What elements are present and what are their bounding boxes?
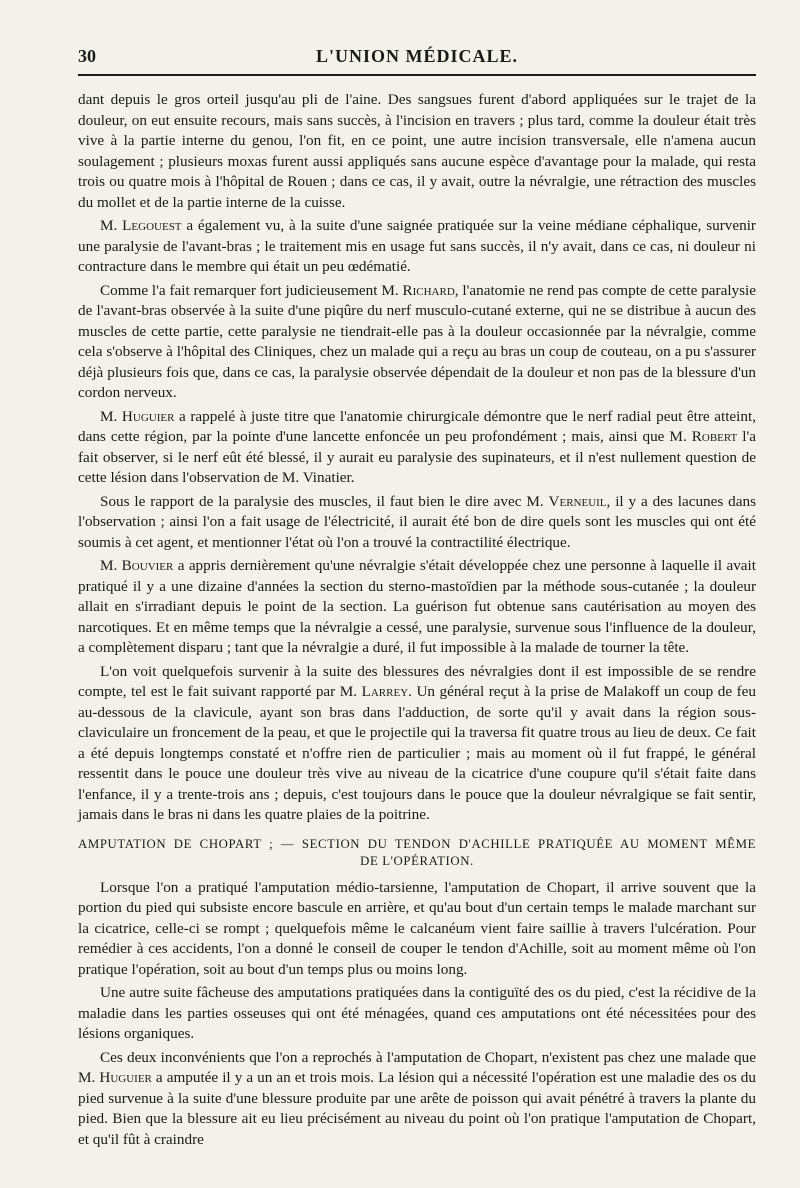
text-run: Une autre suite fâcheuse des amputations pratiquées dans la contiguïté des os du pied, c'est la récidive de la maladie dans les parties osseuses qui ont été ménagées, quand ces amputations ont été nécessitées pour des lésions organiques. [78,984,756,1042]
paragraph [78,492,756,554]
text-run: a rappelé à juste titre que l'anatomie chirurgicale démontre que le nerf radial peut être atteint, dans cette région, par la pointe d'une lancette enfoncée un peu profondément ; mais, ainsi que M. [78,407,756,445]
author-name: Verneuil [548,492,607,510]
author-name: Huguier [121,407,175,425]
paragraph [78,281,756,404]
text-run: Ces deux inconvénients que l'on a reprochés à l'amputation de Chopart, n'existent pas chez une malade que M. [78,1048,756,1086]
text-run: Sous le rapport de la paralysie des muscles, il faut bien le dire avec M. [100,492,549,510]
text-run: Lorsque l'on a pratiqué l'amputation médio-tarsienne, l'amputation de Chopart, il arrive souvent que la portion du pied qui subsiste encore bascule en arrière, et qu'au bout d'un certain temps le malade marchant sur la cicatrice, celle-ci se rompt ; quelquefois même le calcanéum vient faire saillie à travers l'ulcération. Pour remédier à ces accidents, l'on a donné le conseil de couper le tendon d'Achille, soit au moment même où l'on pratique l'opération, soit au bout d'un temps plus ou moins long. [78,878,756,978]
author-name: Larrey [361,683,409,700]
author-name: Legouest [122,217,182,234]
paragraph [78,662,756,826]
text-run: , il y a des lacunes dans l'observation ; ainsi l'on a fait usage de l'électricité, il aurait été bon de dire quels sont les muscles qui ont été soumis à cet agent, et mentionner l'état où l'on a trouvé la contractilité électrique. [78,492,756,551]
section-heading-line-1: AMPUTATION DE CHOPART ; — SECTION DU TENDON D'ACHILLE PRATIQUÉE AU MOMENT MÊME [78,836,756,851]
page-number: 30 [78,46,96,66]
section-heading [78,836,756,870]
paragraph [78,216,756,278]
paragraph [78,556,756,659]
text-run: Comme l'a fait remarquer fort judicieusement M. [100,281,403,299]
author-name: Bouvier [121,557,174,574]
section-body [78,878,756,1151]
section-heading-line-2: DE L'OPÉRATION. [360,853,474,868]
text-run: l'a fait observer, si le nerf eût été blessé, il y aurait eu paralysie des supinateurs, et il n'est nullement question de cette lésion dans l'observation de M. Vinatier. [78,428,756,486]
text-run: M. [100,217,123,234]
paragraph [78,407,756,489]
text-run: a amputée il y a un an et trois mois. La lésion qui a nécessité l'opération est une maladie des os du pied survenue à la suite d'une blessure produite par une arête de poisson qui avait pénétré à travers la plante du pied. Bien que la blessure ait eu lieu précisément au niveau du point où l'on pratique l'amputation de Chopart, et qu'il fût à craindre [78,1069,756,1148]
text-run: . Un général reçut à la prise de Malakoff un coup de feu au-dessous de la clavicule, ayant son bras dans l'adduction, de sorte qu'il y avait dans la région sous-claviculaire un froncement de la peau, et que le projectile qui la traversa fit quatre trous au lieu de deux. Ce fait a été depuis longtemps constaté et n'offre rien de particulier ; mais au moment où il fut frappé, le général ressentit dans le pouce une douleur très vive au niveau de la cicatrice d'une coupure qu'il s'était faite dans l'enfance, il y a trente-trois ans ; depuis, c'est toujours dans le pouce que la douleur névralgique se fait sentir, jamais dans le bras ni dans les quatre plaies de la poitrine. [78,683,756,823]
text-run: a également vu, à la suite d'une saignée pratiquée sur la veine médiane céphalique, survenir une paralysie de l'avant-bras ; le traitement mis en usage fut sans succès, il n'y avait, dans ce cas, ni douleur ni contracture dans le membre qui était un peu œdématié. [78,217,756,275]
text-run: , l'anatomie ne rend pas compte de cette paralysie de l'avant-bras observée à la suite d'une piqûre du nerf musculo-cutané externe, qui ne se distribue à aucun des muscles de cette partie, cette paralysie ne tiendrait-elle pas à la douleur occasionnée par la névralgie, comme cela s'observe à l'hôpital des Cliniques, chez un malade qui a reçu au bras un coup de couteau, on a pu s'assurer déjà plusieurs fois que, dans ce cas, la paralysie observée dépendait de la douleur et non pas de la blessure d'un cordon nerveux. [78,281,757,401]
paragraph [78,878,756,981]
text-run: M. [100,407,122,425]
running-title: L'UNION MÉDICALE. [315,46,519,66]
text-run: dant depuis le gros orteil jusqu'au pli de l'aine. Des sangsues furent d'abord appliquées sur le trajet de la douleur, on eut ensuite recours, mais sans succès, à l'incision en travers ; plus tard, comme la douleur était très vive à la partie interne du genou, l'on fit, en ce point, une autre incision transversale, elle n'amena aucun soulagement ; plusieurs moxas furent aussi appliqués sans aucune espèce d'avantage pour la malade, qui resta trois ou quatre mois à l'hôpital de Rouen ; dans ce cas, il y avait, outre la névralgie, une rétraction des muscles du mollet et de la partie interne de la cuisse. [78,91,756,211]
author-name: Robert [691,428,738,445]
paragraph [78,1048,756,1151]
author-name: Richard [402,281,455,299]
text-run: a appris dernièrement qu'une névralgie s'était développée chez une personne à laquelle il avait pratiqué il y a une dizaine d'années la section du sterno-mastoïdien par la méthode sous-cutanée ; la douleur allait en s'irradiant depuis le point de la section. La guérison fut obtenue sans cautérisation au moyen des narcotiques. Et en même temps que la névralgie a cessé, une paralysie, survenue sous l'influence de la douleur, a complètement disparu ; tant que la névralgie a duré, il fut impossible à la malade de tourner la tête. [78,557,756,656]
paragraph [78,90,756,213]
article-body [78,90,756,826]
text-run: M. [100,557,122,574]
paragraph [78,983,756,1045]
author-name: Huguier [99,1069,152,1086]
page-header [78,44,756,76]
text-run: L'on voit quelquefois survenir à la suite des blessures des névralgies dont il est impossible de se rendre compte, tel est le fait suivant rapporté par M. [78,662,756,700]
